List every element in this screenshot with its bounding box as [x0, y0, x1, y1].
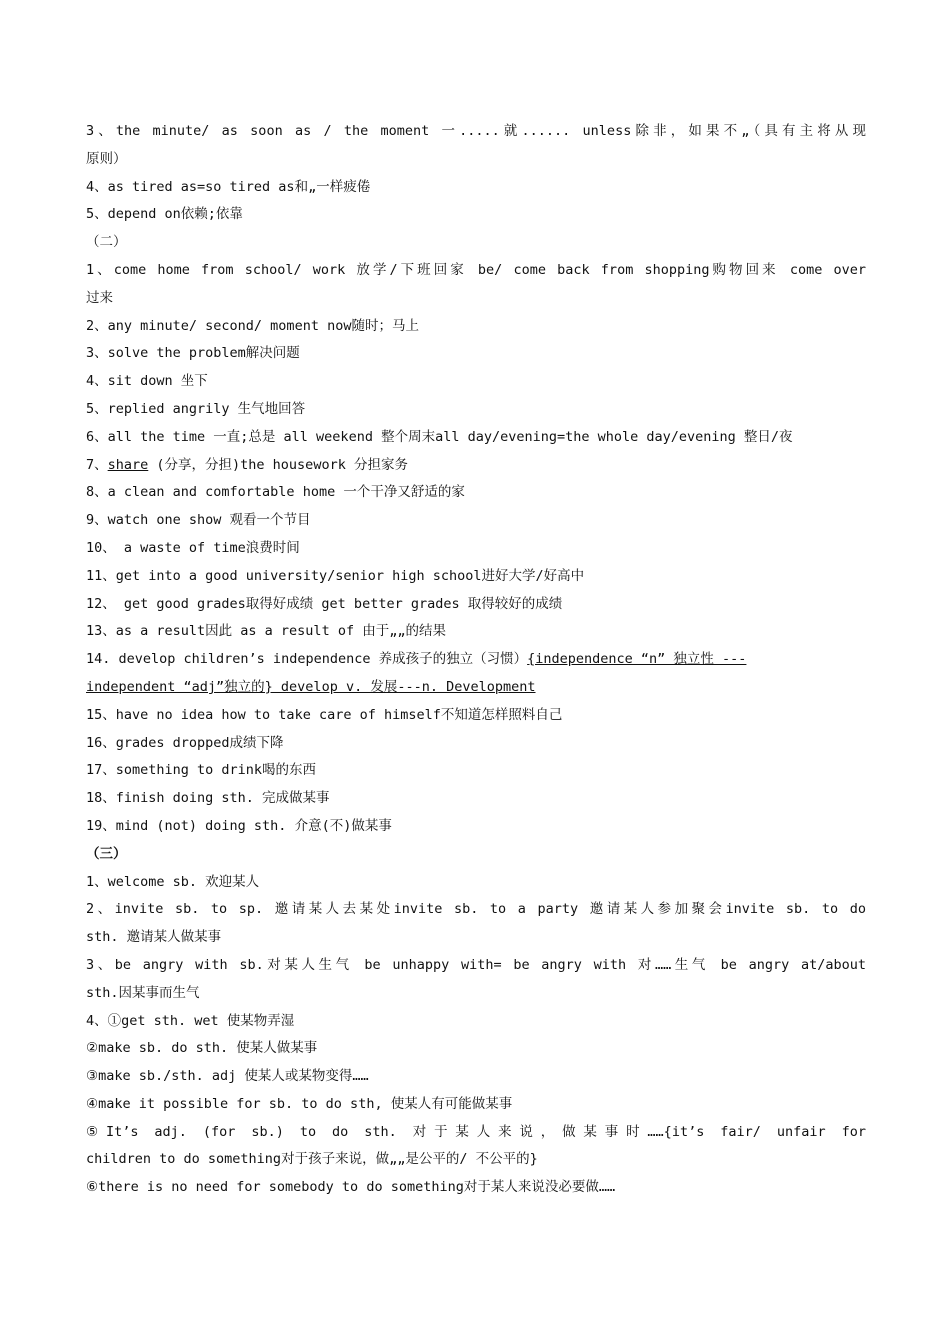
s2-item-14-line-1	[86, 646, 866, 674]
s2-item-3: 3、solve the problem解决问题	[86, 345, 300, 362]
s2-item-8: 8、a clean and comfortable home 一个干净又舒适的家	[86, 484, 465, 501]
s3-item-4-5-line-2: children to do something对于孩子来说，做„„是公平的/ 不公平的}	[86, 1151, 538, 1168]
s2-item-2: 2、any minute/ second/ moment now随时；马上	[86, 317, 419, 334]
s3-item-3-line-1: 3、be angry with sb.对某人生气 be unhappy with= be angry with 对……生气 be angry at/about	[86, 956, 866, 973]
section-3-heading: （三）	[86, 845, 127, 862]
s2-item-12: 12、 get good grades取得好成绩 get better grades 取得较好的成绩	[86, 595, 563, 612]
s2-item-9: 9、watch one show 观看一个节目	[86, 512, 311, 529]
s2-item-1-line-1: 1、come home from school/ work 放学/下班回家 be/ come back from shopping购物回来 come over	[86, 261, 866, 278]
s2-item-16: 16、grades dropped成绩下降	[86, 734, 284, 751]
s3-item-4-5-line-1: ⑤It’s adj. (for sb.) to do sth. 对于某人来说，做某事时……{it’s fair/ unfair for	[86, 1123, 866, 1140]
item-3-line-1: 3、the minute/ as soon as / the moment 一.....就...... unless除非，如果不„（具有主将从现	[86, 123, 866, 139]
s2-item-13: 13、as a result因此 as a result of 由于„„的结果	[86, 623, 446, 640]
section-2-heading: （二）	[86, 234, 127, 251]
s2-item-14-underlined: {independence “n” 独立性 ---	[527, 651, 747, 668]
s2-item-14-line-2: independent “adj”独立的} develop v. 发展---n. Development	[86, 678, 536, 695]
s2-item-7-prefix: 7、	[86, 456, 108, 473]
s2-item-19: 19、mind (not) doing sth. 介意(不)做某事	[86, 817, 392, 834]
s2-item-1-line-2: 过来	[86, 289, 113, 306]
s3-item-4-1: 4、①get sth. wet 使某物弄湿	[86, 1012, 295, 1029]
s2-item-18: 18、finish doing sth. 完成做某事	[86, 790, 330, 807]
s3-item-2-line-2: sth. 邀请某人做某事	[86, 929, 222, 946]
item-4: 4、as tired as=so tired as和„一样疲倦	[86, 178, 371, 195]
s3-item-4-3: ③make sb./sth. adj 使某人或某物变得……	[86, 1068, 369, 1085]
s2-item-7	[86, 452, 866, 480]
s3-item-4-6: ⑥there is no need for somebody to do something对于某人来说没必要做……	[86, 1179, 616, 1196]
item-5: 5、depend on依赖;依靠	[86, 206, 243, 223]
s2-item-15: 15、have no idea how to take care of himself不知道怎样照料自己	[86, 706, 563, 723]
s2-item-7-underlined-word: share	[107, 456, 149, 473]
document-page	[86, 118, 866, 1202]
s3-item-2-line-1: 2、invite sb. to sp. 邀请某人去某处invite sb. to a party 邀请某人参加聚会invite sb. to do	[86, 901, 866, 918]
s2-item-17: 17、something to drink喝的东西	[86, 762, 317, 779]
s3-item-1: 1、welcome sb. 欢迎某人	[86, 873, 260, 890]
s3-item-4-2: ②make sb. do sth. 使某人做某事	[86, 1040, 318, 1057]
s3-item-3-line-2: sth.因某事而生气	[86, 984, 200, 1001]
s2-item-6: 6、all the time 一直;总是 all weekend 整个周末all day/evening=the whole day/evening 整日/夜	[86, 428, 793, 445]
s2-item-7-rest: (分享，分担)the housework 分担家务	[148, 456, 408, 473]
s2-item-10: 10、 a waste of time浪费时间	[86, 539, 300, 556]
s3-item-4-4: ④make it possible for sb. to do sth, 使某人有可能做某事	[86, 1095, 513, 1112]
s2-item-5: 5、replied angrily 生气地回答	[86, 400, 306, 417]
s2-item-14-plain: 14. develop children’s independence 养成孩子的独立（习惯）	[86, 651, 528, 668]
s2-item-4: 4、sit down 坐下	[86, 373, 208, 390]
item-3-line-2: 原则）	[86, 150, 127, 167]
s2-item-11: 11、get into a good university/senior high school进好大学/好高中	[86, 567, 585, 584]
